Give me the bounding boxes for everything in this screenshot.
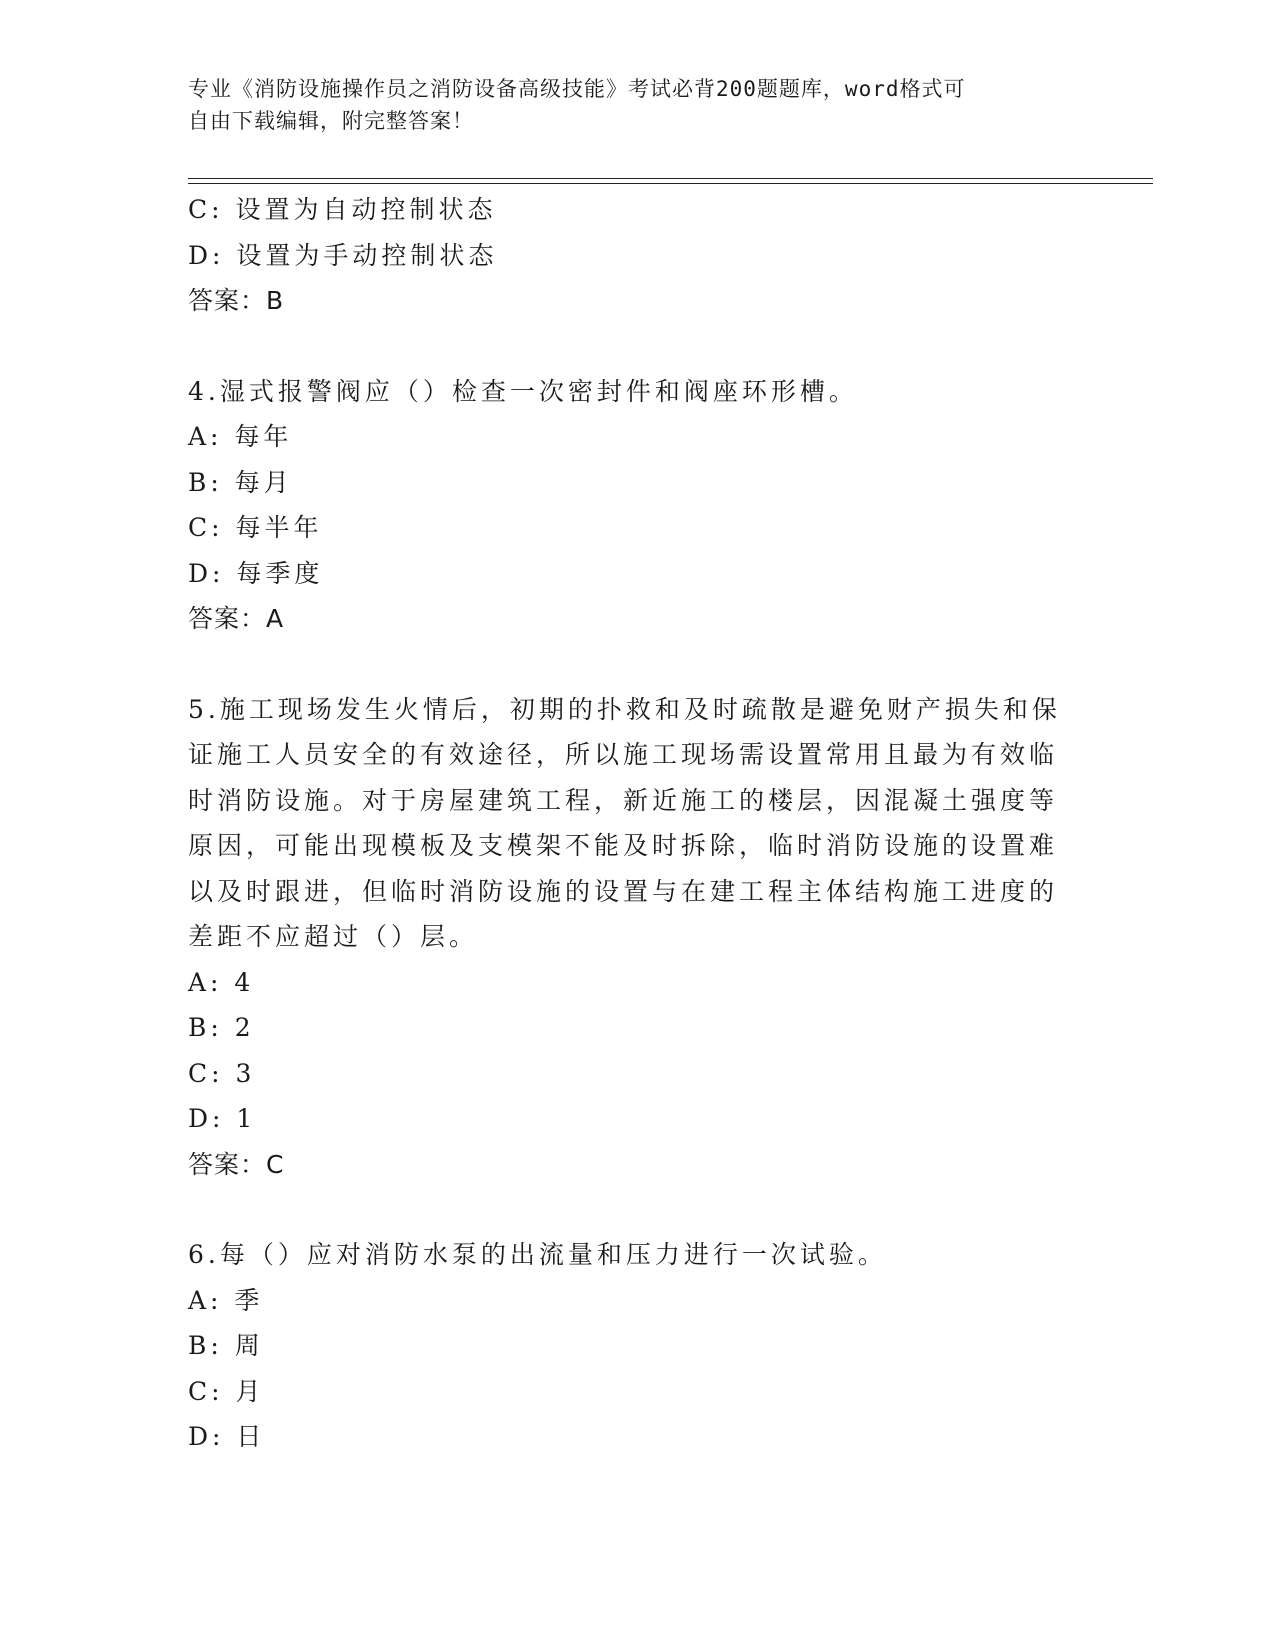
option-d: D: 设置为手动控制状态 bbox=[188, 240, 498, 270]
question-4-option-d: D: 每季度 bbox=[188, 558, 324, 588]
question-5-option-d: D: 1 bbox=[188, 1104, 257, 1133]
question-5-stem-line-1: 5.施工现场发生火情后，初期的扑救和及时疏散是避免财产损失和保 bbox=[188, 694, 1061, 724]
spacer bbox=[188, 1187, 1068, 1232]
question-5-answer: 答案：C bbox=[188, 1149, 285, 1179]
question-4-answer: 答案：A bbox=[188, 604, 285, 633]
question-content bbox=[188, 187, 1068, 1460]
question-6-option-d: D: 日 bbox=[188, 1422, 266, 1451]
document-header bbox=[188, 73, 1068, 137]
question-5-stem-line-2: 证施工人员安全的有效途径，所以施工现场需设置常用且最为有效临 bbox=[188, 740, 1059, 769]
question-5-option-a: A: 4 bbox=[188, 967, 255, 997]
question-5-option-c: C: 3 bbox=[188, 1058, 256, 1088]
question-5-stem-line-3: 时消防设施。对于房屋建筑工程，新近施工的楼层，因混凝土强度等 bbox=[188, 785, 1059, 815]
header-divider-bottom bbox=[188, 183, 1153, 184]
question-4-option-b: B: 每月 bbox=[188, 467, 293, 497]
question-6-option-c: C: 月 bbox=[188, 1376, 265, 1406]
header-line-2: 自由下载编辑，附完整答案！ bbox=[188, 109, 474, 133]
question-5-stem-line-4: 原因，可能出现模板及支模架不能及时拆除，临时消防设施的设置难 bbox=[188, 831, 1059, 860]
question-5-stem-line-6: 差距不应超过（）层。 bbox=[188, 922, 479, 951]
question-4-stem: 4.湿式报警阀应（）检查一次密封件和阀座环形槽。 bbox=[188, 376, 858, 406]
option-c: C: 设置为自动控制状态 bbox=[188, 195, 497, 224]
spacer bbox=[188, 324, 1068, 369]
question-5-stem-line-5: 以及时跟进，但临时消防设施的设置与在建工程主体结构施工进度的 bbox=[188, 876, 1059, 906]
spacer bbox=[188, 642, 1068, 687]
question-5-option-b: B: 2 bbox=[188, 1013, 255, 1042]
header-divider-top bbox=[188, 178, 1153, 179]
header-line-1: 专业《消防设施操作员之消防设备高级技能》考试必背200题题库，word格式可 bbox=[188, 77, 966, 101]
question-6-stem: 6.每（）应对消防水泵的出流量和压力进行一次试验。 bbox=[188, 1240, 887, 1269]
question-4-option-c: C: 每半年 bbox=[188, 513, 323, 542]
question-6-option-b: B: 周 bbox=[188, 1331, 264, 1360]
question-6-option-a: A: 季 bbox=[188, 1285, 264, 1315]
question-4-option-a: A: 每年 bbox=[188, 422, 293, 451]
answer-label: 答案：B bbox=[188, 286, 285, 315]
